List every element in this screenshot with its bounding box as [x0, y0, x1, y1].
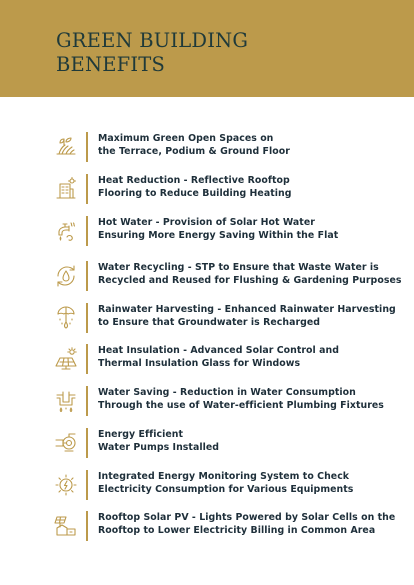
benefit-item-energy-monitoring [0, 469, 414, 503]
benefit-item-energy-efficient-pumps [0, 427, 414, 461]
benefit-text: Rooftop Solar PV - Lights Powered by Solar Cells on the Rooftop to Lower Electricity Billing in Common Area [98, 512, 396, 536]
separator-line [86, 132, 88, 162]
separator-line [86, 303, 88, 333]
benefit-text: Water Saving - Reduction in Water Consumption Through the use of Water-efficient Plumbing Fixtures [98, 387, 384, 411]
benefit-item-water-recycling [0, 260, 414, 294]
benefit-text: Energy Efficient Water Pumps Installed [98, 429, 220, 453]
separator-line [86, 511, 88, 541]
plant-sprout-icon [53, 134, 79, 160]
hot-water-tap-icon [53, 218, 79, 244]
solar-panel-sun-icon [53, 346, 79, 372]
benefit-item-heat-insulation [0, 343, 414, 377]
separator-line [86, 344, 88, 374]
benefit-text: Maximum Green Open Spaces on the Terrace, Podium & Ground Floor [98, 133, 290, 157]
page-title-line-1: GREEN BUILDING [56, 29, 249, 52]
benefit-text: Heat Insulation - Advanced Solar Control and Thermal Insulation Glass for Windows [98, 345, 339, 369]
separator-line [86, 216, 88, 246]
separator-line [86, 261, 88, 291]
separator-line [86, 386, 88, 416]
water-pipes-icon [53, 388, 79, 414]
benefit-item-rooftop-solar [0, 510, 414, 544]
benefit-item-heat-reduction [0, 173, 414, 207]
benefit-item-green-spaces [0, 131, 414, 165]
energy-gear-icon [53, 472, 79, 498]
separator-line [86, 428, 88, 458]
benefit-text: Heat Reduction - Reflective Rooftop Flooring to Reduce Building Heating [98, 175, 292, 199]
separator-line [86, 470, 88, 500]
benefit-item-hot-water [0, 215, 414, 249]
benefit-item-rainwater-harvesting [0, 302, 414, 336]
benefit-text: Hot Water - Provision of Solar Hot Water Ensuring More Energy Saving Within the Flat [98, 217, 339, 241]
building-sun-icon [53, 176, 79, 202]
water-pump-icon [53, 430, 79, 456]
benefit-item-water-saving [0, 385, 414, 419]
rooftop-solar-icon [53, 513, 79, 539]
benefit-text: Integrated Energy Monitoring System to Check Electricity Consumption for Various Equipments [98, 471, 354, 495]
separator-line [86, 174, 88, 204]
water-recycle-icon [53, 263, 79, 289]
page-title-line-2: BENEFITS [56, 53, 166, 76]
benefit-text: Water Recycling - STP to Ensure that Waste Water is Recycled and Reused for Flushing & Gardening Purposes [98, 262, 402, 286]
benefit-text: Rainwater Harvesting - Enhanced Rainwater Harvesting to Ensure that Groundwater is Recharged [98, 304, 396, 328]
rain-harvest-icon [53, 305, 79, 331]
